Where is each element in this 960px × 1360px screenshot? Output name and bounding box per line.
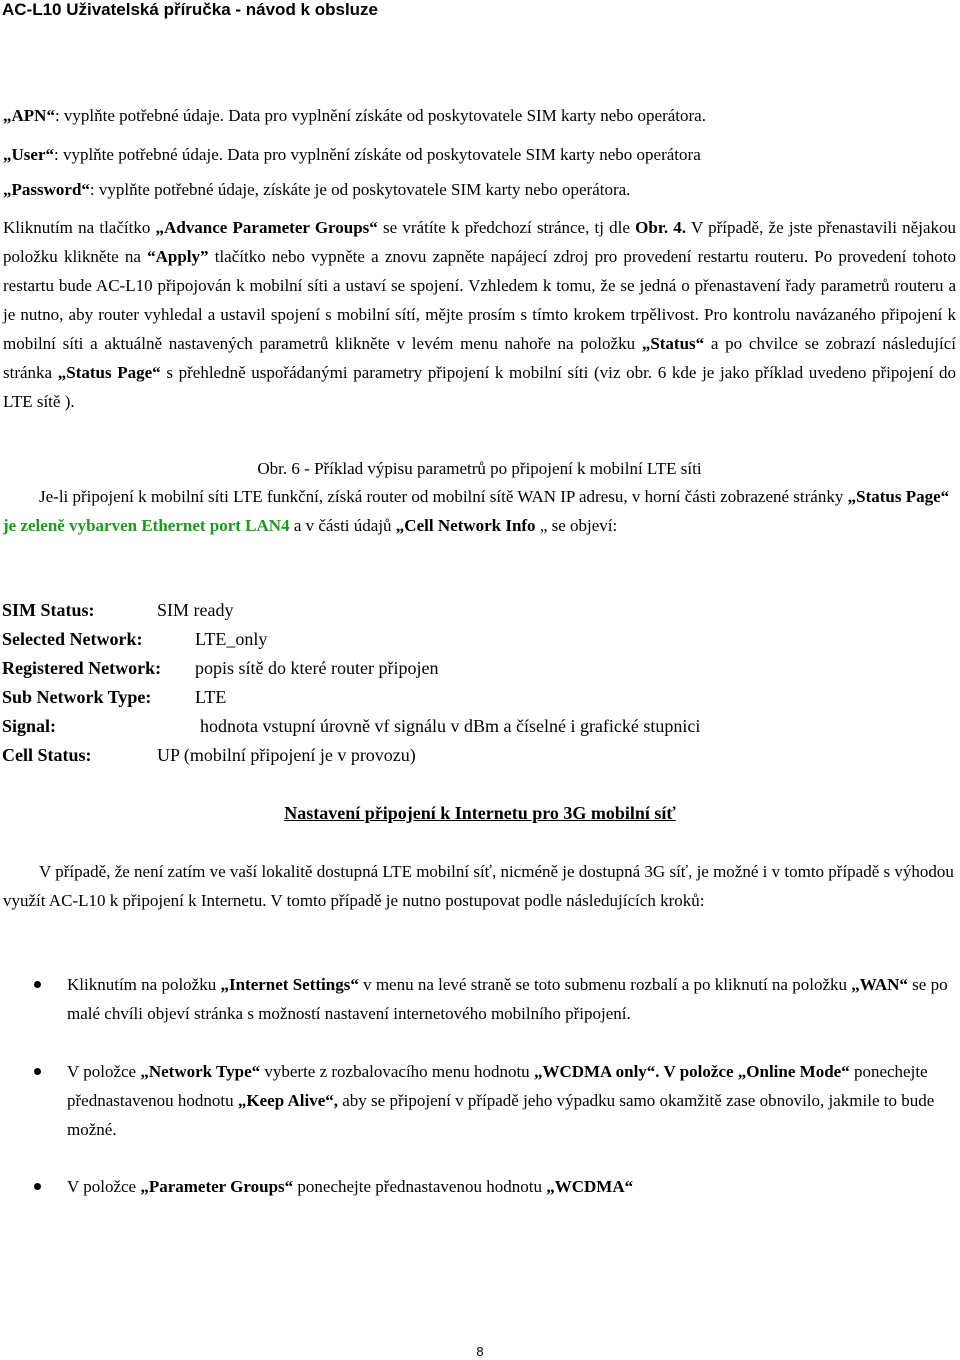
section-intro-paragraph: V případě, že není zatím ve vaší lokalitě dostupná LTE mobilní síť, nicméně je dostupná 3G síť, je možné i v tomto případě s výhodou využít AC-L10 k připojení k Internetu. V tomto případě je nutno postupovat podle následujících kroků:	[3, 862, 954, 910]
bold-text-run: „Keep Alive“,	[237, 1091, 339, 1110]
text-run: : vyplňte potřebné údaje, získáte je od poskytovatele SIM karty nebo operátora.	[89, 180, 631, 199]
bullet-dot-icon	[34, 1183, 41, 1190]
text-run: a po chvilce se zobrazí následující stránka	[3, 334, 956, 382]
text-run: se vrátíte k předchozí stránce, tj dle	[377, 218, 636, 237]
bullet-item	[67, 1057, 952, 1144]
text-run: Kliknutím na tlačítko	[3, 218, 156, 237]
text-run: tlačítko nebo vypněte a znovu zapněte napájecí zdroj pro provedení restartu routeru. Po provedení tohoto restartu bude AC-L10 připojován k mobilní síti a ustaví se spojení. Vzhledem k tomu, že se jedná o přenastavení řady parametrů routeru a je nutno, aby router vyhledal a ustavil spojení s mobilní sítí, mějte prosím s tímto krokem trpělivost. Pro kontrolu navázaného připojení k mobilní síti a aktuálně nastavených parametrů klikněte v levém menu nahoře na položku	[3, 247, 956, 353]
bold-text-run: „WAN“	[851, 975, 908, 994]
cell-info-value: LTE_only	[195, 629, 268, 649]
text-run: s přehledně uspořádanými parametry připojení k mobilní síti (viz obr. 6 kde je jako příklad uvedeno připojení do LTE sítě ).	[3, 363, 956, 411]
password-paragraph	[3, 175, 956, 204]
apn-paragraph	[3, 101, 956, 130]
bullet-item	[67, 1172, 952, 1201]
text-run: V položce	[67, 1177, 141, 1196]
cell-info-label: SIM Status:	[2, 600, 95, 620]
bold-text-run: „WCDMA only“. V položce „Online Mode“	[533, 1062, 850, 1081]
text-run: se po malé chvíli objeví stránka s možností nastavení internetového mobilního připojení.	[67, 975, 948, 1023]
cell-info-value: LTE	[195, 687, 227, 707]
document-header-title: AC-L10 Uživatelská příručka - návod k obsluze	[2, 0, 379, 19]
bold-text-run: „User“	[3, 145, 54, 164]
section-title-3g: Nastavení připojení k Internetu pro 3G mobilní síť	[284, 803, 676, 823]
bold-text-run: „Network Type“	[140, 1062, 261, 1081]
bold-text-run: “Apply”	[147, 247, 209, 266]
highlighted-text-run: je zeleně vybarven Ethernet port LAN4	[3, 516, 290, 535]
bullet-dot-icon	[34, 1068, 41, 1075]
text-run: V položce	[67, 1062, 141, 1081]
text-run: Je-li připojení k mobilní síti LTE funkční, získá router od mobilní sítě WAN IP adresu, v horní části zobrazené stránky	[39, 487, 848, 506]
bold-text-run: „Status Page“	[57, 363, 161, 382]
text-run: „ se objeví:	[535, 516, 618, 535]
text-run: : vyplňte potřebné údaje. Data pro vyplnění získáte od poskytovatele SIM karty nebo operátora.	[54, 106, 706, 125]
apply-instructions-paragraph	[3, 213, 956, 416]
user-paragraph	[3, 140, 956, 169]
bold-text-run: „Status“	[641, 334, 705, 353]
cell-info-value: UP (mobilní připojení je v provozu)	[157, 745, 416, 765]
bold-text-run: „Password“	[3, 180, 90, 199]
bold-text-run: Obr. 4.	[635, 218, 687, 237]
cell-info-value: hodnota vstupní úrovně vf signálu v dBm a číselné i grafické stupnici	[200, 716, 701, 736]
bold-text-run: „WCDMA“	[546, 1177, 634, 1196]
figure-caption	[3, 454, 956, 483]
lte-connection-paragraph	[3, 482, 956, 540]
cell-info-value: popis sítě do které router připojen	[195, 658, 439, 678]
text-run: : vyplňte potřebné údaje. Data pro vyplnění získáte od poskytovatele SIM karty nebo operátora	[53, 145, 701, 164]
page-number: 8	[476, 1344, 484, 1359]
cell-info-value: SIM ready	[157, 600, 234, 620]
text-run: ponechejte přednastavenou hodnotu	[67, 1062, 928, 1110]
text-run: V případě, že jste přenastavili nějakou položku klikněte na	[3, 218, 956, 266]
bullet-dot-icon	[34, 981, 41, 988]
bold-text-run: „Status Page“	[847, 487, 950, 506]
bold-text-run: „Parameter Groups“	[140, 1177, 294, 1196]
cell-info-label: Signal:	[2, 716, 57, 736]
text-run: ponechejte přednastavenou hodnotu	[293, 1177, 547, 1196]
cell-info-label: Registered Network:	[2, 658, 162, 678]
bold-text-run: „Internet Settings“	[220, 975, 359, 994]
text-run: v menu na levé straně se toto submenu rozbalí a po kliknutí na položku	[358, 975, 852, 994]
bold-text-run: „Cell Network Info	[395, 516, 536, 535]
text-run: aby se připojení v případě jeho výpadku samo okamžitě zase obnovilo, jakmile to bude možné.	[67, 1091, 935, 1139]
cell-info-label: Sub Network Type:	[2, 687, 152, 707]
text-run: vyberte z rozbalovacího menu hodnotu	[260, 1062, 534, 1081]
cell-info-label: Selected Network:	[2, 629, 143, 649]
text-run: a v části údajů	[289, 516, 396, 535]
text-run: Obr. 6 - Příklad výpisu parametrů po připojení k mobilní LTE síti	[257, 459, 702, 478]
bold-text-run: „APN“	[3, 106, 55, 125]
cell-info-label: Cell Status:	[2, 745, 92, 765]
text-run: Kliknutím na položku	[67, 975, 221, 994]
bullet-item	[67, 970, 952, 1028]
bold-text-run: „Advance Parameter Groups“	[155, 218, 378, 237]
